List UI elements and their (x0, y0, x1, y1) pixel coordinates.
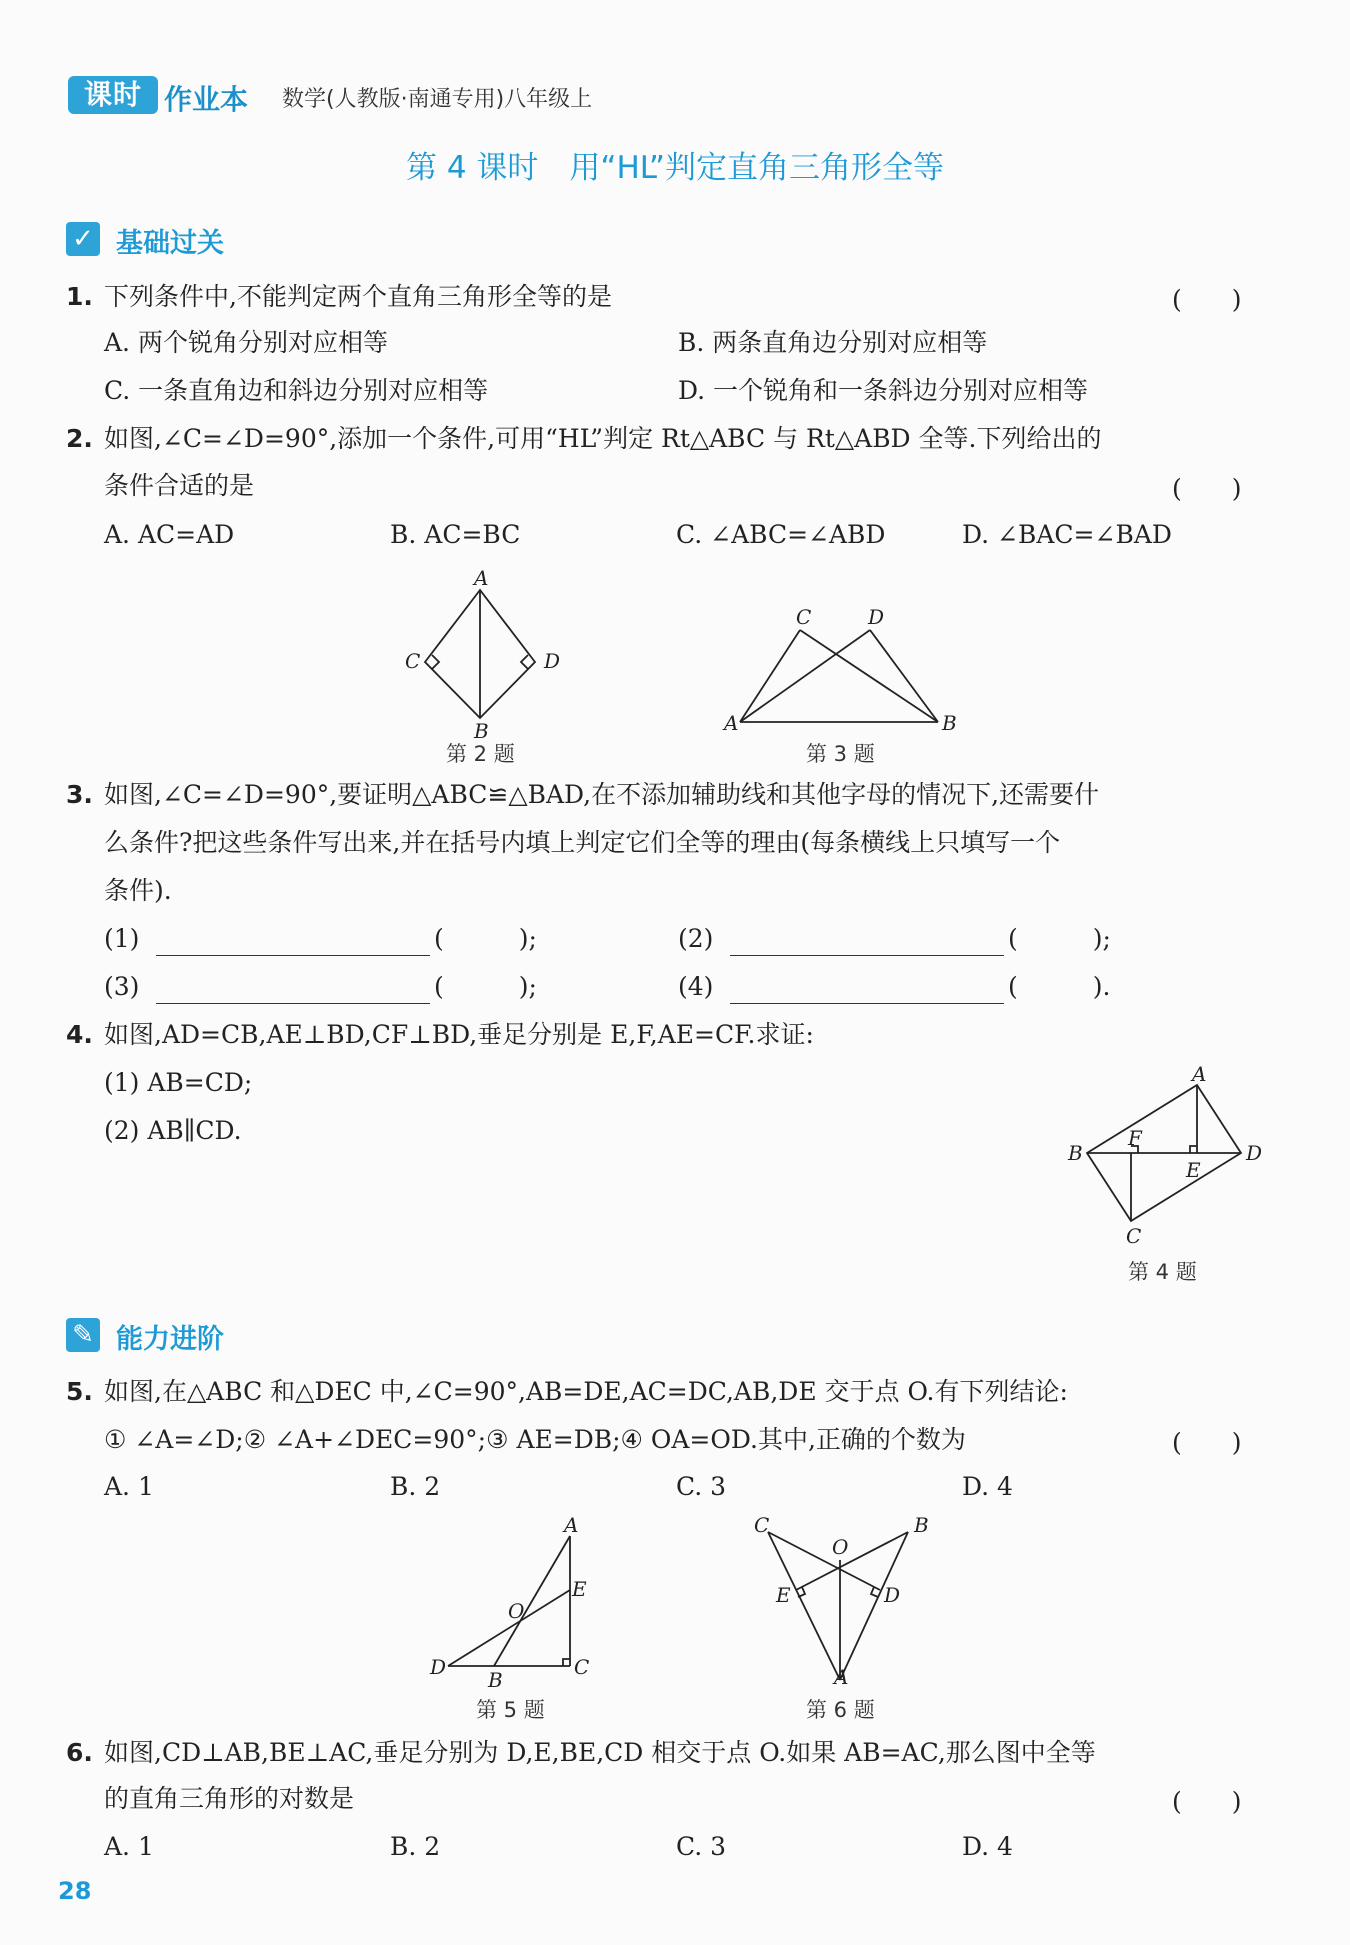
label-e: E (1186, 1158, 1201, 1182)
label-d: D (868, 605, 885, 629)
q3-number: 3. (66, 780, 93, 809)
q1-option-d: D. 一个锐角和一条斜边分别对应相等 (678, 376, 1089, 405)
q5-option-c: C. 3 (676, 1472, 727, 1501)
label-d: D (430, 1655, 447, 1679)
q6-option-a: A. 1 (104, 1832, 154, 1861)
q6-answer-paren: ( ) (1172, 1787, 1242, 1816)
q3-item-1-blank[interactable] (156, 954, 430, 956)
q1-option-b: B. 两条直角边分别对应相等 (678, 328, 988, 357)
label-c: C (405, 649, 421, 673)
q5-stem-line1: 如图,在△ABC 和△DEC 中,∠C=90°,AB=DE,AC=DC,AB,DE 交于点 O.有下列结论: (104, 1377, 1068, 1406)
q1-number: 1. (66, 282, 93, 311)
q6-option-c: C. 3 (676, 1832, 727, 1861)
label-o: O (832, 1535, 849, 1559)
pencil-icon: ✎ (66, 1318, 100, 1352)
q3-item-4-blank[interactable] (730, 1002, 1004, 1004)
label-a: A (724, 711, 739, 735)
q6-stem-line1: 如图,CD⊥AB,BE⊥AC,垂足分别为 D,E,BE,CD 相交于点 O.如果 AB=AC,那么图中全等 (104, 1738, 1096, 1767)
q2-number: 2. (66, 424, 93, 453)
figure-5 (426, 1513, 606, 1692)
q5-option-d: D. 4 (962, 1472, 1013, 1501)
q6-option-b: B. 2 (390, 1832, 441, 1861)
q5-option-a: A. 1 (104, 1472, 154, 1501)
label-a: A (1192, 1062, 1207, 1086)
q2-option-d: D. ∠BAC=∠BAD (962, 520, 1172, 549)
q1-answer-paren: ( ) (1172, 285, 1242, 314)
checkmark-icon: ✓ (66, 222, 100, 256)
q3-item-4-reason: ( ). (1008, 972, 1111, 1001)
q5-answer-paren: ( ) (1172, 1428, 1242, 1457)
label-b: B (488, 1668, 503, 1692)
section-title-advanced: 能力进阶 (116, 1324, 224, 1355)
q4-part-1: (1) AB=CD; (104, 1068, 253, 1097)
label-f: F (1128, 1126, 1142, 1150)
q5-stem-line2: ① ∠A=∠D;② ∠A+∠DEC=90°;③ AE=DB;④ OA=OD.其中,正确的个数为 (104, 1425, 966, 1454)
label-b: B (1068, 1141, 1083, 1165)
label-b: B (942, 711, 957, 735)
q3-item-2-reason: ( ); (1008, 924, 1111, 953)
q1-option-a: A. 两个锐角分别对应相等 (104, 328, 388, 357)
q4-number: 4. (66, 1020, 93, 1049)
page-number: 28 (58, 1877, 92, 1905)
figure-6-caption: 第 6 题 (806, 1698, 875, 1722)
q3-item-3-reason: ( ); (434, 972, 537, 1001)
q6-number: 6. (66, 1738, 93, 1767)
label-b: B (914, 1513, 929, 1537)
q1-stem: 下列条件中,不能判定两个直角三角形全等的是 (104, 282, 612, 311)
book-info: 数学(人教版·南通专用)八年级上 (282, 87, 593, 112)
label-d: D (884, 1583, 901, 1607)
q3-stem-line3: 条件). (104, 876, 172, 905)
brand-logo: 课时 (68, 76, 158, 114)
figure-4 (1066, 1062, 1266, 1248)
label-a: A (834, 1665, 849, 1689)
label-d: D (1246, 1141, 1263, 1165)
label-o: O (508, 1599, 525, 1623)
q3-stem-line1: 如图,∠C=∠D=90°,要证明△ABC≌△BAD,在不添加辅助线和其他字母的情况下,还需要什 (104, 780, 1100, 809)
figure-5-caption: 第 5 题 (476, 1698, 545, 1722)
label-e: E (776, 1583, 791, 1607)
figure-4-caption: 第 4 题 (1128, 1260, 1197, 1284)
q2-answer-paren: ( ) (1172, 474, 1242, 503)
q3-stem-line2: 么条件?把这些条件写出来,并在括号内填上判定它们全等的理由(每条横线上只填写一个 (104, 828, 1061, 857)
figure-3 (720, 600, 960, 735)
q2-stem-line1: 如图,∠C=∠D=90°,添加一个条件,可用“HL”判定 Rt△ABC 与 Rt△ABD 全等.下列给出的 (104, 424, 1102, 453)
q3-item-1-label: (1) (104, 924, 140, 953)
figure-2-caption: 第 2 题 (446, 742, 515, 766)
label-c: C (574, 1655, 590, 1679)
label-a: A (474, 566, 489, 590)
q6-option-d: D. 4 (962, 1832, 1013, 1861)
q1-option-c: C. 一条直角边和斜边分别对应相等 (104, 376, 489, 405)
q3-item-3-label: (3) (104, 972, 140, 1001)
label-c: C (754, 1513, 770, 1537)
q4-part-2: (2) AB∥CD. (104, 1116, 242, 1145)
q6-stem-line2: 的直角三角形的对数是 (104, 1784, 355, 1813)
q3-item-2-label: (2) (678, 924, 714, 953)
q3-item-2-blank[interactable] (730, 954, 1004, 956)
q2-option-a: A. AC=AD (104, 520, 235, 549)
q3-item-4-label: (4) (678, 972, 714, 1001)
q4-stem: 如图,AD=CB,AE⊥BD,CF⊥BD,垂足分别是 E,F,AE=CF.求证: (104, 1020, 814, 1049)
q2-stem-line2: 条件合适的是 (104, 471, 255, 500)
label-e: E (572, 1577, 587, 1601)
q3-item-3-blank[interactable] (156, 1002, 430, 1004)
label-d: D (544, 649, 561, 673)
figure-6 (750, 1513, 950, 1689)
label-a: A (564, 1513, 579, 1537)
q2-option-c: C. ∠ABC=∠ABD (676, 520, 886, 549)
label-b: B (474, 719, 489, 743)
lesson-title: 第 4 课时 用“HL”判定直角三角形全等 (406, 150, 944, 186)
figure-3-caption: 第 3 题 (806, 742, 875, 766)
q5-number: 5. (66, 1377, 93, 1406)
q2-option-b: B. AC=BC (390, 520, 521, 549)
q5-option-b: B. 2 (390, 1472, 441, 1501)
figure-2 (390, 560, 590, 743)
label-c: C (1126, 1224, 1142, 1248)
brand-name: 作业本 (164, 83, 249, 116)
section-title-basic: 基础过关 (116, 228, 224, 259)
label-c: C (796, 605, 812, 629)
q3-item-1-reason: ( ); (434, 924, 537, 953)
